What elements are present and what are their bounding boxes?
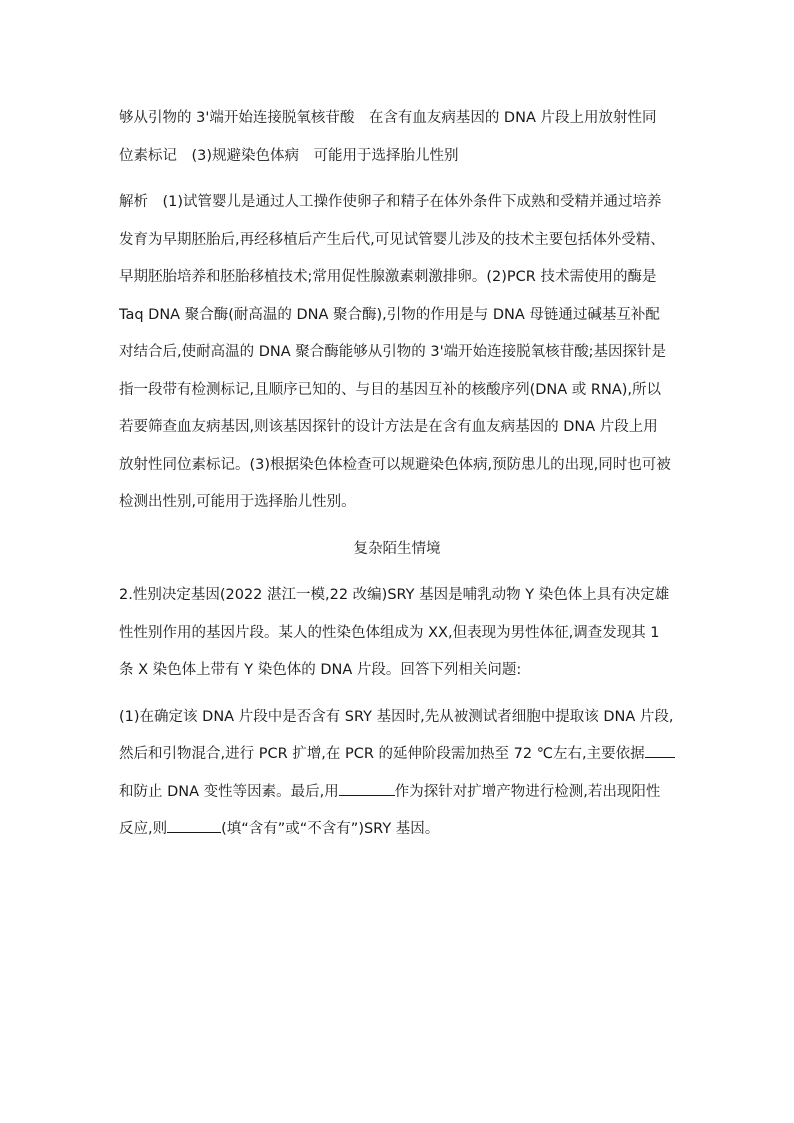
part-1-line-3-text-b: 作为探针对扩增产物进行检测,若出现阳性 — [394, 783, 661, 800]
part-1-line-4 — [119, 811, 675, 849]
answer-line-2: 位素标记 (3)规避染色体病 可能用于选择胎儿性别 — [119, 147, 459, 164]
part-1-line-3 — [119, 774, 675, 812]
analysis-line-9: 检测出性别,可能用于选择胎儿性别。 — [119, 494, 356, 510]
analysis-line-1: 解析 (1)试管婴儿是通过人工操作使卵子和精子在体外条件下成熟和受精并通过培养 — [119, 194, 662, 210]
answer-blank-1[interactable] — [645, 743, 675, 758]
part-1-line-1: (1)在确定该 DNA 片段中是否含有 SRY 基因时,先从被测试者细胞中提取该 DNA 片段, — [119, 708, 674, 725]
question-2-line-3: 条 X 染色体上带有 Y 染色体的 DNA 片段。回答下列相关问题: — [119, 662, 522, 678]
part-1-line-3-text-a: 和防止 DNA 变性等因素。最后,用 — [119, 783, 339, 800]
part-1-line-4-text-a: 反应,则 — [119, 821, 168, 837]
analysis-line-6: 指一段带有检测标记,且顺序已知的、与目的基因互补的核酸序列(DNA 或 RNA),所以 — [119, 381, 662, 398]
answer-block — [119, 100, 675, 175]
part-1-line-2 — [119, 736, 675, 774]
section-heading: 复杂陌生情境 — [353, 540, 441, 557]
part-1-line-4-text-b: (填“含有”或“不含有”)SRY 基因。 — [221, 821, 440, 837]
question-2-part-1-block — [119, 699, 675, 849]
document-page — [119, 100, 675, 849]
question-2-block — [119, 577, 675, 690]
analysis-line-7: 若要筛查血友病基因,则该基因探针的设计方法是在含有血友病基因的 DNA 片段上用 — [119, 419, 658, 435]
question-2-line-1: 2.性别决定基因(2022 湛江一模,22 改编)SRY 基因是哺乳动物 Y 染色体上具有决定雄 — [119, 587, 670, 603]
part-1-line-2-text: 然后和引物混合,进行 PCR 扩增,在 PCR 的延伸阶段需加热至 72 ℃左右,主要依据 — [119, 746, 645, 762]
question-2-line-2: 性性别作用的基因片段。某人的性染色体组成为 XX,但表现为男性体征,调查发现其 1 — [119, 624, 660, 641]
answer-line-1: 够从引物的 3'端开始连接脱氧核苷酸 在含有血友病基因的 DNA 片段上用放射性同 — [119, 110, 657, 126]
analysis-line-5: 对结合后,使耐高温的 DNA 聚合酶能够从引物的 3'端开始连接脱氧核苷酸;基因探针是 — [119, 344, 666, 360]
answer-blank-2[interactable] — [339, 781, 395, 796]
answer-blank-3[interactable] — [167, 818, 221, 833]
analysis-block — [119, 184, 675, 522]
analysis-line-2: 发育为早期胚胎后,再经移植后产生后代,可见试管婴儿涉及的技术主要包括体外受精、 — [119, 231, 665, 248]
analysis-line-3: 早期胚胎培养和胚胎移植技术;常用促性腺激素刺激排卵。(2)PCR 技术需使用的酶是 — [119, 269, 657, 285]
analysis-line-4: Taq DNA 聚合酶(耐高温的 DNA 聚合酶),引物的作用是与 DNA 母链通过碱基互补配 — [119, 306, 660, 323]
analysis-line-8: 放射性同位素标记。(3)根据染色体检查可以规避染色体病,预防患儿的出现,同时也可被 — [119, 456, 671, 473]
